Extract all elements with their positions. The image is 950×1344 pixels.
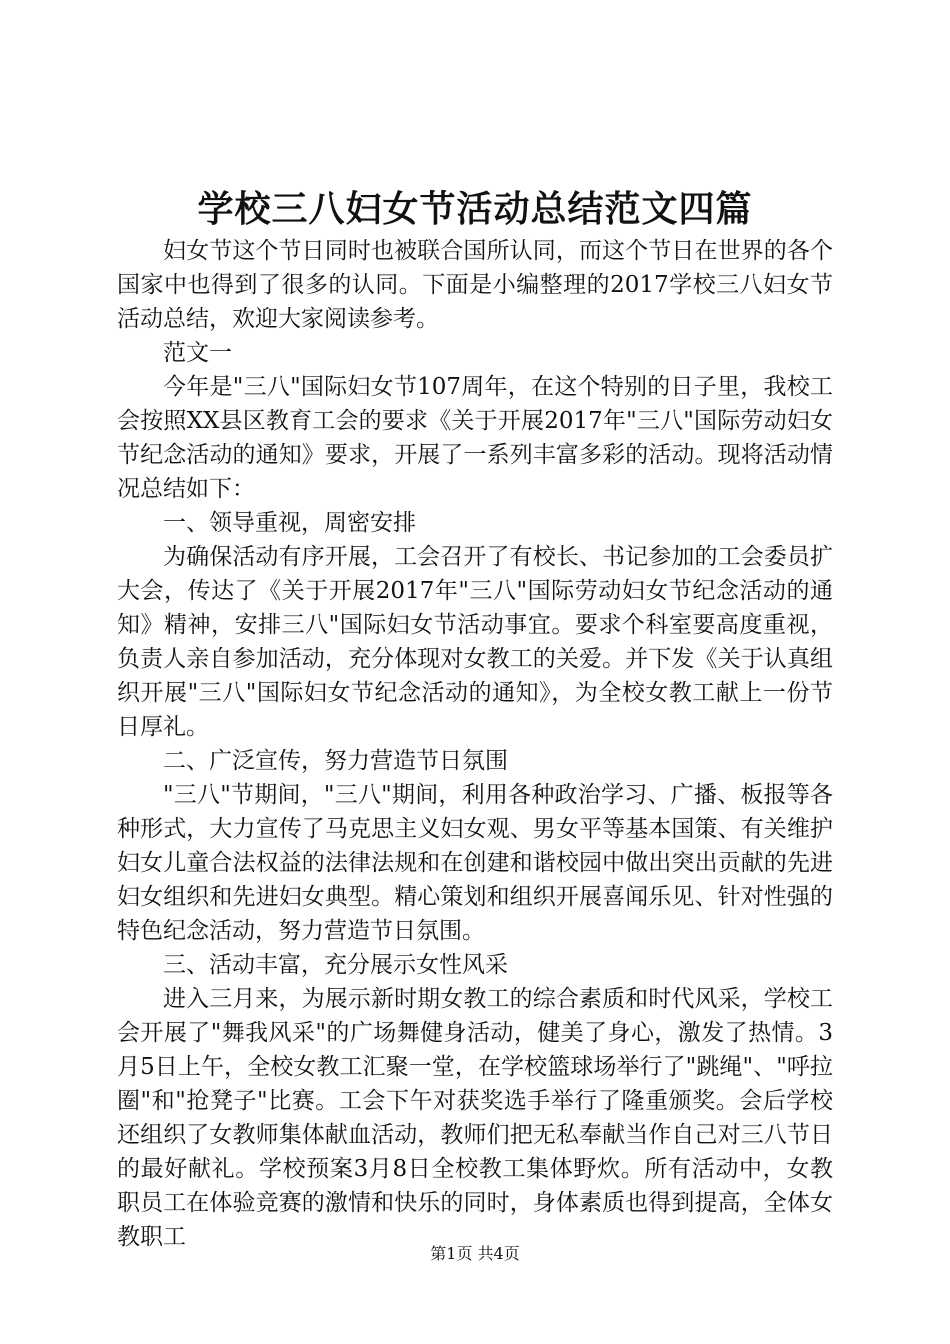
- heading-section-1: 一、领导重视，周密安排: [163, 510, 416, 536]
- paragraph-intro: 妇女节这个节日同时也被联合国所认同，而这个节日在世界的各个国家中也得到了很多的认同。下面是小编整理的2017学校三八妇女节活动总结，欢迎大家阅读参考。: [117, 238, 833, 332]
- document-title: 学校三八妇女节活动总结范文四篇: [197, 188, 753, 230]
- page-footer: 第1页 共4页: [430, 1244, 520, 1263]
- paragraph-section-1: 为确保活动有序开展，工会召开了有校长、书记参加的工会委员扩大会，传达了《关于开展2017年"三八"国际劳动妇女节纪念活动的通知》精神，安排三八"国际妇女节活动事宜。要求个科室要高度重视，负责人亲自参加活动，充分体现对女教工的关爱。并下发《关于认真组织开展"三八"国际妇女节纪念活动的通知》，为全校女教工献上一份节日厚礼。: [117, 544, 833, 740]
- heading-section-3: 三、活动丰富，充分展示女性风采: [163, 952, 508, 978]
- document-body: [117, 234, 833, 1254]
- paragraph-section-label: 范文一: [163, 340, 232, 366]
- paragraph-overview: 今年是"三八"国际妇女节107周年，在这个特别的日子里，我校工会按照XX县区教育工会的要求《关于开展2017年"三八"国际劳动妇女节纪念活动的通知》要求，开展了一系列丰富多彩的活动。现将活动情况总结如下：: [117, 374, 833, 502]
- paragraph-section-3: 进入三月来，为展示新时期女教工的综合素质和时代风采，学校工会开展了"舞我风采"的广场舞健身活动，健美了身心，激发了热情。3月5日上午，全校女教工汇聚一堂，在学校篮球场举行了"跳绳"、"呼拉圈"和"抢凳子"比赛。工会下午对获奖选手举行了隆重颁奖。会后学校还组织了女教师集体献血活动，教师们把无私奉献当作自己对三八节日的最好献礼。学校预案3月8日全校教工集体野炊。所有活动中，女教职员工在体验竞赛的激情和快乐的同时，身体素质也得到提高，全体女教职工: [117, 986, 833, 1250]
- heading-section-2: 二、广泛宣传，努力营造节日氛围: [163, 748, 508, 774]
- paragraph-section-2: "三八"节期间，"三八"期间，利用各种政治学习、广播、板报等各种形式，大力宣传了马克思主义妇女观、男女平等基本国策、有关维护妇女儿童合法权益的法律法规和在创建和谐校园中做出突出贡献的先进妇女组织和先进妇女典型。精心策划和组织开展喜闻乐见、针对性强的特色纪念活动，努力营造节日氛围。: [117, 782, 833, 944]
